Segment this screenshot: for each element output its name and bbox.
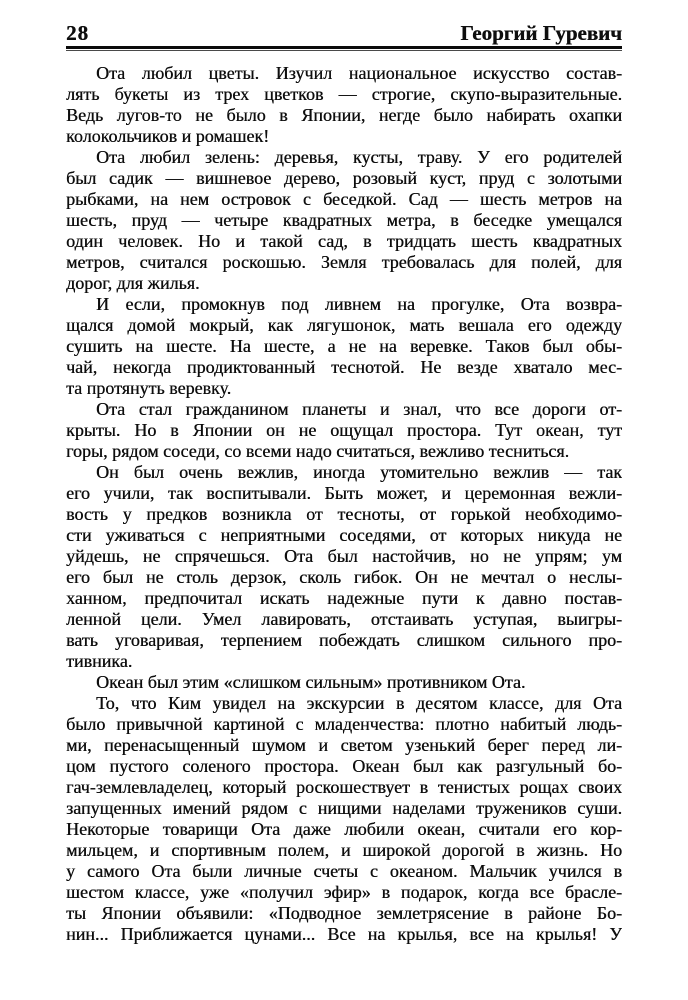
text-line: Он был очень вежлив, иногда утомительно вежлив — так xyxy=(96,462,622,482)
text-line: уйдешь, не спрячешься. Ота был настойчив, но не упрям; ум xyxy=(66,546,622,566)
header-rule-thick xyxy=(66,46,622,49)
text-line: было привычной картиной с младенчества: плотно набитый людь- xyxy=(66,714,622,734)
text-line: Ота любил цветы. Изучил национальное искусство состав- xyxy=(96,63,622,83)
text-line: горы, рядом соседи, со всеми надо считаться, вежливо тесниться. xyxy=(66,441,570,461)
text-line: его учили, так воспитывали. Быть может, и церемонная вежли- xyxy=(66,483,622,503)
text-line: запущенных имений рядом с нищими наделами тружеников суши. xyxy=(66,798,622,818)
text-line: цом пустого соленого простора. Океан был как разгульный бо- xyxy=(66,756,622,776)
text-line: мильцем, и спортивным полем, и широкой дорогой в жизнь. Но xyxy=(66,840,622,860)
text-line: сушить на шесте. На шесте, а не на веревке. Таков был обы- xyxy=(66,336,622,356)
header-rule xyxy=(66,46,622,51)
text-line: вость у предков возникла от тесноты, от горькой необходимо- xyxy=(66,504,622,524)
text-line: один человек. Но и такой сад, в тридцать шесть квадратных xyxy=(66,231,622,251)
header-rule-thin xyxy=(66,50,622,51)
text-line: шесть, пруд — четыре квадратных метра, в беседке умещался xyxy=(66,210,622,230)
text-line: тивника. xyxy=(66,651,133,671)
text-line: И если, промокнув под ливнем на прогулке, Ота возвра- xyxy=(96,294,622,314)
text-line: чай, некогда продиктованный теснотой. Не везде хватало мес- xyxy=(66,357,622,377)
text-line: крыты. Но в Японии он не ощущал простора. Тут океан, тут xyxy=(66,420,622,440)
text-line: метров, считался роскошью. Земля требовалась для полей, для xyxy=(66,252,622,272)
page-number: 28 xyxy=(66,21,89,45)
text-line: ленной цели. Умел лавировать, отстаивать уступая, выигры- xyxy=(66,609,622,629)
text-line: колокольчиков и ромашек! xyxy=(66,126,270,146)
text-line: гач-землевладелец, который роскошествует в тенистых рощах своих xyxy=(66,777,622,797)
text-line: рыбками, на нем островок с беседкой. Сад — шесть метров на xyxy=(66,189,622,209)
text-line: Ота стал гражданином планеты и знал, что все дороги от- xyxy=(96,399,622,419)
text-line: дорог, для жилья. xyxy=(66,273,200,293)
text-line: ханном, предпочитал искать надежные пути к давно постав- xyxy=(66,588,622,608)
text-line: Океан был этим «слишком сильным» противником Ота. xyxy=(96,672,526,692)
body-text xyxy=(66,63,622,945)
text-line: шестом классе, уже «получил эфир» в подарок, когда все брасле- xyxy=(66,882,622,902)
running-header xyxy=(66,21,622,45)
text-line: был садик — вишневое дерево, розовый куст, пруд с золотыми xyxy=(66,168,622,188)
text-line: ты Японии объявили: «Подводное землетрясение в районе Бо- xyxy=(66,903,622,923)
text-line: Ведь лугов-то не было в Японии, негде было набирать охапки xyxy=(66,105,622,125)
text-line: Некоторые товарищи Ота даже любили океан, считали его кор- xyxy=(66,819,622,839)
text-line: его был не столь дерзок, сколь гибок. Он не мечтал о неслы- xyxy=(66,567,622,587)
running-title: Георгий Гуревич xyxy=(460,21,622,45)
text-line: та протянуть веревку. xyxy=(66,378,232,398)
text-line: вать уговаривая, терпением побеждать слишком сильного про- xyxy=(66,630,622,650)
text-line: То, что Ким увидел на экскурсии в десятом классе, для Ота xyxy=(96,693,622,713)
text-line: Ота любил зелень: деревья, кусты, траву. У его родителей xyxy=(96,147,622,167)
text-line: нин... Приближается цунами... Все на крылья, все на крылья! У xyxy=(66,924,622,944)
text-line: сти уживаться с неприятными соседями, от которых никуда не xyxy=(66,525,622,545)
text-line: ми, перенасыщенный шумом и светом узенький берег перед ли- xyxy=(66,735,622,755)
text-line: у самого Ота были личные счеты с океаном. Мальчик учился в xyxy=(66,861,622,881)
text-line: лять букеты из трех цветков — строгие, скупо-выразительные. xyxy=(66,84,622,104)
text-line: щался домой мокрый, как лягушонок, мать вешала его одежду xyxy=(66,315,622,335)
